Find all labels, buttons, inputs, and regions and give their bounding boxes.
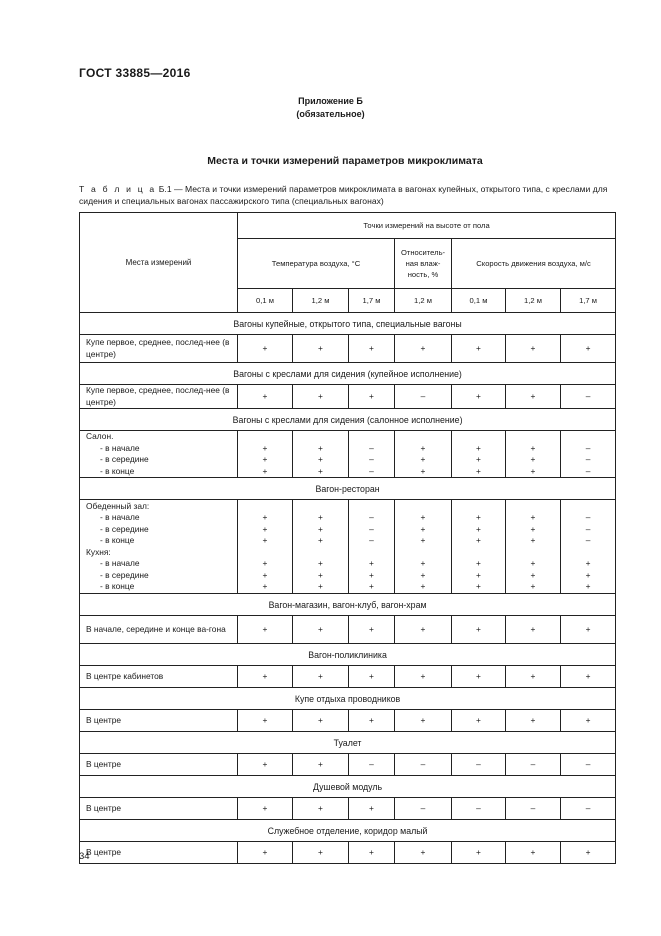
place-line: - в начале (100, 512, 140, 522)
value-mark: – (585, 802, 591, 813)
place-line: Кухня: (86, 546, 111, 557)
value-cell (349, 431, 395, 478)
value-mark: – (585, 535, 591, 545)
value-mark: + (476, 670, 481, 681)
value-mark: + (420, 670, 426, 681)
value-cell (395, 335, 452, 363)
section-title: Вагон-магазин, вагон-клуб, вагон-храм (80, 594, 616, 616)
value-mark: + (369, 581, 374, 591)
value-mark: + (476, 569, 481, 580)
place-line: - в середине (100, 569, 149, 580)
value-mark: + (420, 512, 426, 522)
header-temperature: Температура воздуха, °С (238, 239, 395, 289)
value-mark: + (262, 846, 268, 857)
value-mark (293, 431, 348, 443)
value-mark (238, 547, 292, 559)
value-mark: + (318, 454, 323, 464)
header-points: Точки измерений на высоте от пола (238, 213, 616, 239)
value-mark: + (476, 846, 481, 857)
place-cell (80, 431, 238, 478)
value-cell (395, 431, 452, 478)
value-mark: – (369, 512, 374, 522)
section-row (80, 820, 616, 842)
value-mark: – (585, 465, 591, 476)
value-cell (452, 335, 506, 363)
table-row (80, 798, 616, 820)
value-cell (293, 842, 349, 864)
value-mark: + (585, 558, 591, 568)
value-mark: + (476, 714, 481, 725)
value-mark (349, 547, 394, 559)
value-mark: + (262, 342, 268, 353)
value-mark: – (420, 758, 426, 769)
value-mark: – (585, 758, 591, 769)
value-mark: + (530, 512, 536, 522)
value-cell (506, 798, 561, 820)
table-row (80, 335, 616, 363)
value-mark: + (530, 465, 536, 476)
section-row (80, 688, 616, 710)
value-cell (506, 385, 561, 409)
value-mark: – (476, 758, 481, 769)
value-cell (395, 500, 452, 594)
value-mark: + (318, 623, 323, 634)
value-mark: + (476, 442, 481, 453)
value-mark: + (530, 623, 536, 634)
value-cell (293, 385, 349, 409)
value-mark: + (369, 714, 374, 725)
table-row (80, 500, 616, 594)
value-mark (395, 501, 451, 513)
value-mark: + (530, 714, 536, 725)
value-mark: + (476, 512, 481, 522)
value-mark (561, 431, 615, 443)
header-humidity: Относитель-ная влаж-ность, % (395, 239, 452, 289)
value-cell (452, 431, 506, 478)
value-cell (506, 616, 561, 644)
value-mark: + (530, 342, 536, 353)
value-mark (293, 547, 348, 559)
value-cell (349, 666, 395, 688)
table-row (80, 754, 616, 776)
value-cell (238, 798, 293, 820)
value-mark: + (420, 454, 426, 464)
value-mark: + (476, 454, 481, 464)
table-row (80, 666, 616, 688)
value-cell (561, 842, 616, 864)
section-row (80, 732, 616, 754)
section-row (80, 478, 616, 500)
section-title: Вагоны с креслами для сидения (купейное исполнение) (80, 363, 616, 385)
page-number: 34 (79, 851, 90, 862)
value-mark (561, 501, 615, 513)
value-mark: + (262, 623, 268, 634)
value-mark: + (318, 569, 323, 580)
place-line: - в начале (100, 558, 140, 568)
value-cell (561, 385, 616, 409)
header-air-speed: Скорость движения воздуха, м/с (452, 239, 616, 289)
value-mark: + (420, 846, 426, 857)
value-mark: – (369, 535, 374, 545)
value-cell (293, 500, 349, 594)
value-cell (238, 842, 293, 864)
value-mark: – (585, 390, 591, 401)
value-mark: + (585, 342, 591, 353)
value-mark: + (318, 802, 323, 813)
value-mark: + (318, 523, 323, 534)
value-cell (238, 616, 293, 644)
table-row (80, 842, 616, 864)
section-row (80, 409, 616, 431)
place-line: - в начале (100, 442, 140, 453)
value-mark: + (476, 623, 481, 634)
value-cell (238, 431, 293, 478)
value-cell (238, 500, 293, 594)
value-cell (506, 754, 561, 776)
table-row (80, 385, 616, 409)
value-mark: + (585, 714, 591, 725)
place-line: - в конце (100, 581, 135, 591)
place-line: В начале, середине и конце ва-гона (86, 623, 226, 634)
value-cell (452, 616, 506, 644)
value-mark: + (369, 569, 374, 580)
value-mark: + (476, 558, 481, 568)
height-cell: 0,1 м (452, 289, 506, 313)
value-mark (452, 501, 505, 513)
value-mark: + (420, 558, 426, 568)
appendix-heading (0, 95, 661, 121)
value-mark: + (262, 714, 268, 725)
value-cell (561, 500, 616, 594)
value-cell (452, 798, 506, 820)
value-mark: – (530, 802, 536, 813)
place-cell (80, 666, 238, 688)
value-cell (395, 710, 452, 732)
value-mark (506, 431, 560, 443)
value-mark: – (585, 454, 591, 464)
value-cell (395, 616, 452, 644)
value-cell (238, 666, 293, 688)
measurement-table (79, 212, 616, 864)
header-places: Места измерений (80, 213, 238, 313)
value-cell (293, 431, 349, 478)
value-cell (293, 798, 349, 820)
value-mark: + (530, 442, 536, 453)
section-row (80, 363, 616, 385)
value-mark: + (318, 670, 323, 681)
caption-text: Б.1 — Места и точки измерений параметров микроклимата в вагонах купейных, открытого типа, с креслами для сидения и специальных вагонах пассажирского типа (специальных вагонах) (79, 184, 608, 206)
value-cell (561, 798, 616, 820)
value-mark: + (530, 454, 536, 464)
value-mark: – (530, 758, 536, 769)
value-cell (349, 616, 395, 644)
section-row (80, 644, 616, 666)
value-mark: + (585, 623, 591, 634)
place-line: В центре (86, 714, 122, 725)
value-cell (561, 335, 616, 363)
value-cell (506, 666, 561, 688)
value-cell (506, 431, 561, 478)
value-mark: + (262, 581, 268, 591)
value-mark: + (530, 670, 536, 681)
place-line: Салон. (86, 431, 114, 441)
value-cell (293, 754, 349, 776)
value-cell (452, 754, 506, 776)
value-mark: – (369, 758, 374, 769)
value-mark: + (262, 523, 268, 534)
section-title: Вагоны с креслами для сидения (салонное исполнение) (80, 409, 616, 431)
value-mark: + (420, 581, 426, 591)
value-mark: + (318, 758, 323, 769)
table-body (80, 213, 616, 864)
value-mark: + (420, 342, 426, 353)
value-cell (293, 616, 349, 644)
value-mark: – (369, 442, 374, 453)
value-cell (452, 500, 506, 594)
value-mark: + (530, 558, 536, 568)
value-mark: + (476, 523, 481, 534)
value-mark: + (318, 846, 323, 857)
value-mark (238, 431, 292, 443)
height-cell: 1,7 м (349, 289, 395, 313)
value-mark: + (318, 535, 323, 545)
section-row (80, 594, 616, 616)
section-title: Служебное отделение, коридор малый (80, 820, 616, 842)
value-mark (395, 547, 451, 559)
value-mark: + (476, 535, 481, 545)
place-cell (80, 335, 238, 363)
standard-header: ГОСТ 33885—2016 (79, 66, 191, 80)
value-cell (395, 842, 452, 864)
value-mark: + (318, 581, 323, 591)
place-line: Купе первое, среднее, послед-нее (в центре) (86, 337, 230, 359)
value-mark: + (420, 569, 426, 580)
value-mark (349, 501, 394, 513)
place-line: В центре (86, 846, 122, 857)
value-mark: + (420, 535, 426, 545)
place-line: - в середине (100, 523, 149, 534)
value-cell (561, 616, 616, 644)
value-mark: + (318, 465, 323, 476)
value-mark (506, 501, 560, 513)
value-mark: + (369, 390, 374, 401)
place-line: В центре кабинетов (86, 670, 164, 681)
appendix-subtitle: (обязательное) (296, 109, 365, 119)
value-cell (452, 710, 506, 732)
value-mark: + (530, 390, 536, 401)
value-mark: + (476, 390, 481, 401)
value-cell (395, 754, 452, 776)
height-cell: 1,7 м (561, 289, 616, 313)
value-mark: + (530, 535, 536, 545)
value-mark: + (318, 442, 323, 453)
value-mark: – (420, 390, 426, 401)
place-cell (80, 710, 238, 732)
section-title: Душевой модуль (80, 776, 616, 798)
value-cell (506, 500, 561, 594)
value-mark: + (476, 342, 481, 353)
value-mark: + (530, 581, 536, 591)
section-title: Вагон-поликлиника (80, 644, 616, 666)
value-mark: + (262, 802, 268, 813)
value-mark: + (262, 390, 268, 401)
page-title: Места и точки измерений параметров микроклимата (207, 155, 483, 167)
value-cell (452, 666, 506, 688)
value-mark: + (262, 758, 268, 769)
value-cell (395, 798, 452, 820)
value-mark: + (420, 465, 426, 476)
value-mark: + (369, 670, 374, 681)
section-row (80, 776, 616, 798)
place-line: Купе первое, среднее, послед-нее (в центре) (86, 385, 230, 407)
value-cell (293, 335, 349, 363)
table-row (80, 431, 616, 478)
value-cell (293, 666, 349, 688)
value-cell (349, 842, 395, 864)
height-cell: 1,2 м (293, 289, 349, 313)
value-mark: + (369, 802, 374, 813)
value-mark: – (369, 465, 374, 476)
value-cell (349, 754, 395, 776)
caption-prefix: Т а б л и ц а (79, 184, 157, 194)
place-line: В центре (86, 758, 122, 769)
value-mark (506, 547, 560, 559)
value-mark: + (262, 512, 268, 522)
value-mark: – (585, 512, 591, 522)
height-cell: 0,1 м (238, 289, 293, 313)
value-mark: – (585, 523, 591, 534)
value-mark (561, 547, 615, 559)
place-cell (80, 385, 238, 409)
table-row (80, 710, 616, 732)
value-mark: + (420, 523, 426, 534)
place-line: В центре (86, 802, 122, 813)
value-mark: + (530, 846, 536, 857)
place-cell (80, 842, 238, 864)
value-mark: – (476, 802, 481, 813)
place-cell (80, 754, 238, 776)
place-line: - в середине (100, 454, 149, 464)
value-mark (293, 501, 348, 513)
place-line: Обеденный зал: (86, 500, 150, 511)
value-mark: + (420, 623, 426, 634)
value-mark (452, 431, 505, 443)
value-mark: + (318, 390, 323, 401)
value-cell (395, 385, 452, 409)
place-cell (80, 616, 238, 644)
value-mark: + (476, 581, 481, 591)
value-cell (349, 500, 395, 594)
value-cell (395, 666, 452, 688)
value-mark: + (318, 558, 323, 568)
value-mark: + (476, 465, 481, 476)
place-cell (80, 500, 238, 594)
value-mark (395, 431, 451, 443)
value-mark: + (318, 342, 323, 353)
value-cell (349, 335, 395, 363)
value-cell (506, 710, 561, 732)
table-caption (79, 183, 619, 207)
value-mark: – (369, 523, 374, 534)
value-cell (349, 798, 395, 820)
value-mark: + (585, 670, 591, 681)
value-cell (561, 431, 616, 478)
value-cell (238, 710, 293, 732)
value-mark: + (369, 342, 374, 353)
value-mark: + (420, 442, 426, 453)
value-cell (349, 710, 395, 732)
value-cell (452, 842, 506, 864)
value-mark: + (262, 454, 268, 464)
value-cell (561, 666, 616, 688)
value-cell (452, 385, 506, 409)
value-mark: – (420, 802, 426, 813)
value-cell (238, 385, 293, 409)
height-cell: 1,2 м (506, 289, 561, 313)
place-cell (80, 798, 238, 820)
value-mark: – (369, 454, 374, 464)
section-row (80, 313, 616, 335)
value-mark: + (530, 523, 536, 534)
value-mark: + (318, 512, 323, 522)
value-mark (238, 501, 292, 513)
place-line: - в конце (100, 535, 135, 545)
value-cell (293, 710, 349, 732)
value-mark: + (585, 569, 591, 580)
value-mark: + (262, 535, 268, 545)
value-mark (349, 431, 394, 443)
value-mark: + (262, 670, 268, 681)
value-cell (506, 335, 561, 363)
section-title: Туалет (80, 732, 616, 754)
value-mark (452, 547, 505, 559)
value-mark: + (262, 569, 268, 580)
height-cell: 1,2 м (395, 289, 452, 313)
value-mark: + (369, 558, 374, 568)
value-mark: + (585, 846, 591, 857)
section-title: Вагон-ресторан (80, 478, 616, 500)
section-title: Купе отдыха проводников (80, 688, 616, 710)
value-mark: + (318, 714, 323, 725)
value-cell (349, 385, 395, 409)
value-cell (561, 754, 616, 776)
value-cell (561, 710, 616, 732)
value-mark: + (585, 581, 591, 591)
value-mark: + (369, 623, 374, 634)
value-mark: – (585, 442, 591, 453)
value-mark: + (369, 846, 374, 857)
value-cell (506, 842, 561, 864)
value-mark: + (530, 569, 536, 580)
table-row (80, 616, 616, 644)
value-cell (238, 754, 293, 776)
appendix-title: Приложение Б (298, 96, 363, 106)
value-cell (238, 335, 293, 363)
value-mark: + (262, 442, 268, 453)
value-mark: + (420, 714, 426, 725)
section-title: Вагоны купейные, открытого типа, специальные вагоны (80, 313, 616, 335)
value-mark: + (262, 465, 268, 476)
value-mark: + (262, 558, 268, 568)
place-line: - в конце (100, 465, 135, 476)
